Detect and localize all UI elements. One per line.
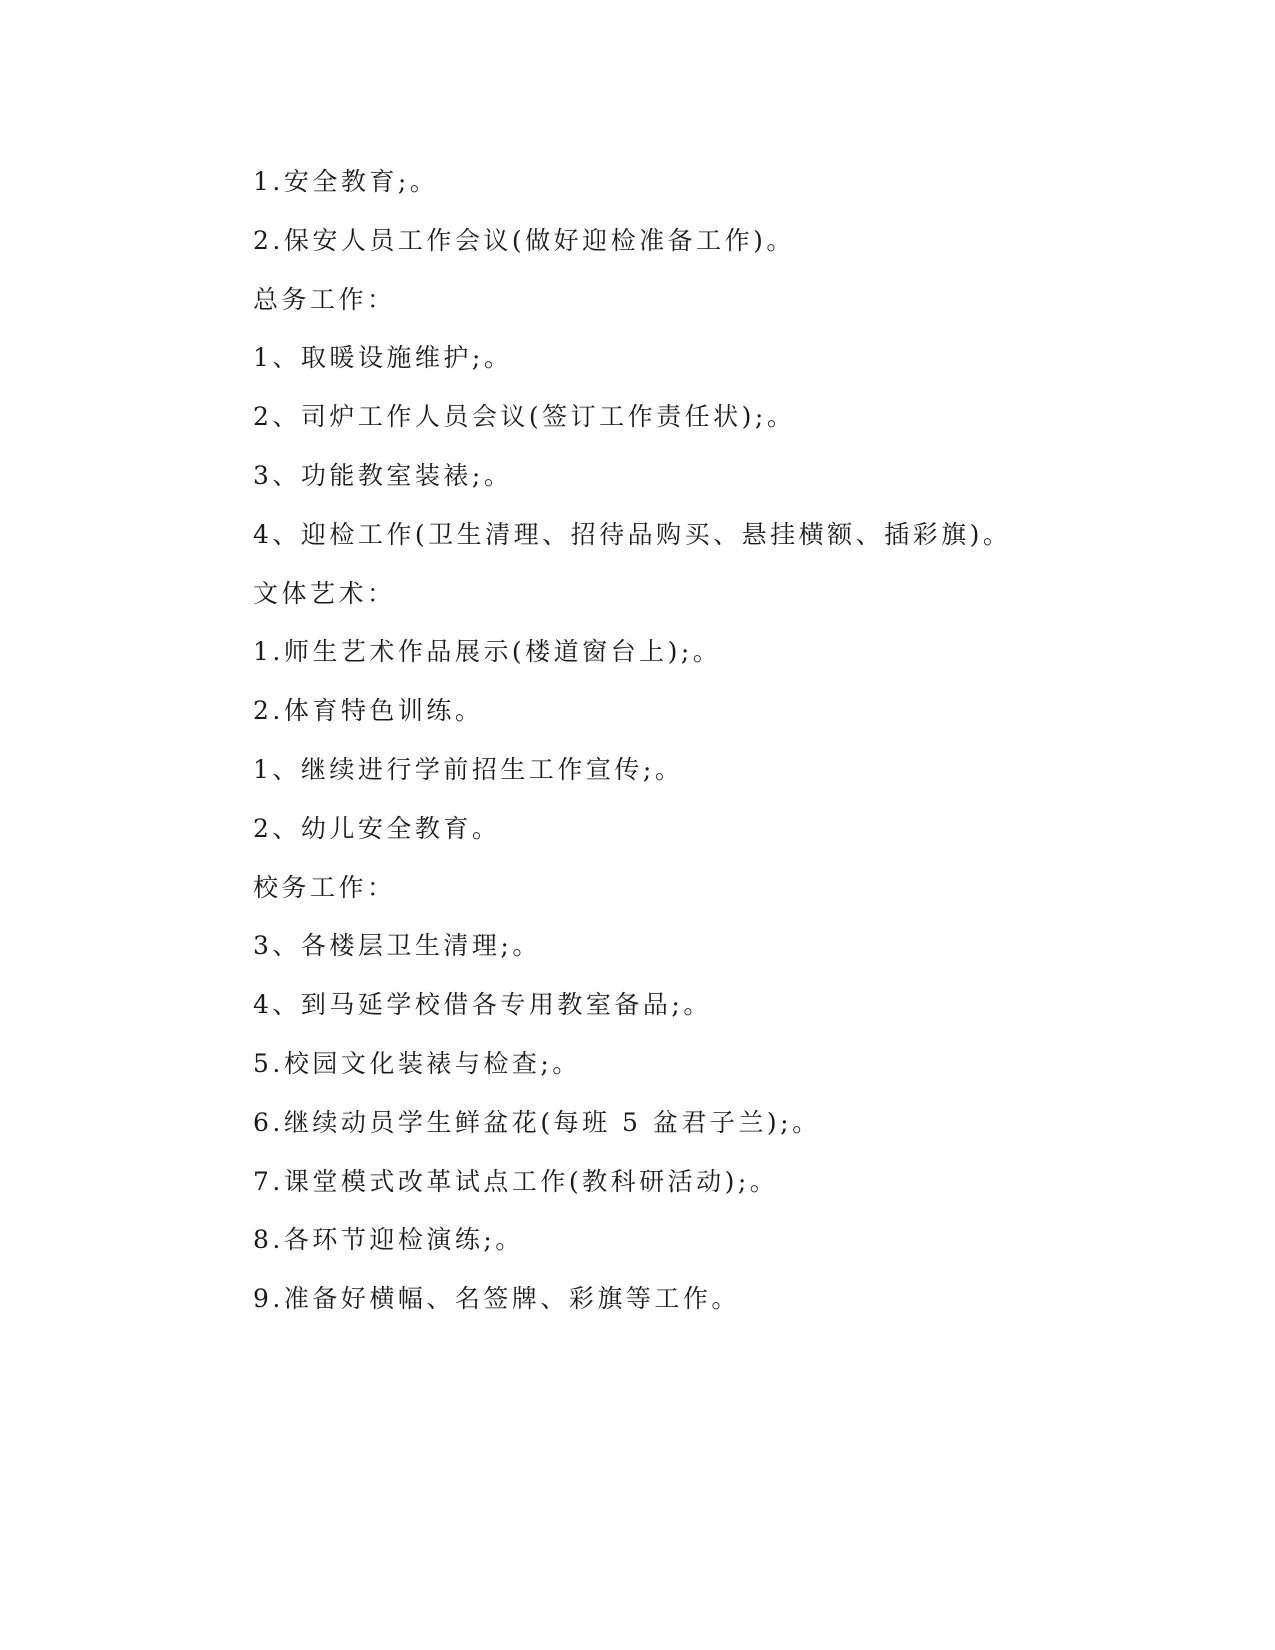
list-item: 3、各楼层卫生清理;。 xyxy=(253,931,541,961)
list-item: 4、到马延学校借各专用教室备品;。 xyxy=(253,990,712,1020)
list-item: 5.校园文化装裱与检查;。 xyxy=(253,1048,581,1078)
section-heading: 文体艺术： xyxy=(253,578,396,608)
list-item: 1.师生艺术作品展示(楼道窗台上);。 xyxy=(253,637,722,667)
list-item: 2.体育特色训练。 xyxy=(253,696,484,726)
document-body xyxy=(253,159,1153,1335)
list-item: 7.课堂模式改革试点工作(教科研活动);。 xyxy=(253,1166,779,1196)
list-item: 4、迎检工作(卫生清理、招待品购买、悬挂横额、插彩旗)。 xyxy=(253,519,1012,549)
list-item: 6.继续动员学生鲜盆花(每班 5 盆君子兰);。 xyxy=(253,1107,821,1137)
list-item: 1、继续进行学前招生工作宣传;。 xyxy=(253,754,684,784)
section-heading: 总务工作： xyxy=(253,284,396,314)
list-item: 1、取暖设施维护;。 xyxy=(253,343,513,373)
list-item: 3、功能教室装裱;。 xyxy=(253,460,513,490)
list-item: 2、司炉工作人员会议(签订工作责任状);。 xyxy=(253,402,796,432)
list-item: 8.各环节迎检演练;。 xyxy=(253,1225,524,1255)
list-item: 2、幼儿安全教育。 xyxy=(253,813,501,843)
list-item: 2.保安人员工作会议(做好迎检准备工作)。 xyxy=(253,225,795,255)
section-heading: 校务工作： xyxy=(253,872,396,902)
list-item: 9.准备好横幅、名签牌、彩旗等工作。 xyxy=(253,1284,740,1314)
list-item: 1.安全教育;。 xyxy=(253,167,439,196)
